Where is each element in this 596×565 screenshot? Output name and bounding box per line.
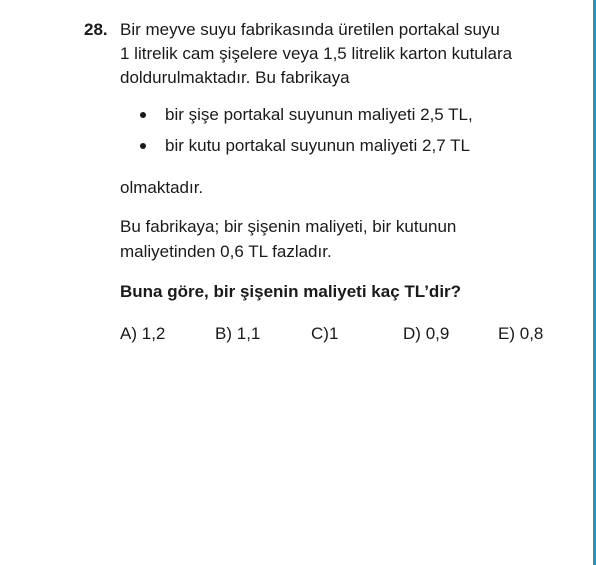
choice-value: 1 (328, 324, 339, 343)
bullet-text: bir kutu portakal suyunun maliyeti 2,7 TL (165, 136, 470, 155)
stem-line: 1 litrelik cam şişelere veya 1,5 litrelik karton kutulara (120, 44, 513, 63)
bullet-item (138, 103, 473, 134)
bullet-dot-icon (140, 143, 146, 149)
info-line: Bu fabrikaya; bir şişenin maliyeti, bir kutunun (120, 217, 457, 236)
choice-label: B) (215, 324, 232, 343)
choice-label: D) (403, 324, 421, 343)
question-number: 28. (84, 20, 108, 39)
question-prompt: Buna göre, bir şişenin maliyeti kaç TL’dir? (120, 282, 462, 301)
choice-value: 0,9 (425, 324, 450, 343)
choice-label: C) (311, 324, 329, 343)
bullet-list (138, 103, 473, 165)
choice-value: 0,8 (519, 324, 544, 343)
info-line: maliyetinden 0,6 TL fazladır. (120, 242, 332, 261)
choice-e[interactable] (498, 322, 543, 346)
bullet-item (138, 134, 473, 165)
choice-b[interactable] (215, 322, 260, 346)
choice-label: A) (120, 324, 137, 343)
bullet-dot-icon (140, 112, 146, 118)
bullet-text: bir şişe portakal suyunun maliyeti 2,5 TL, (165, 105, 473, 124)
choice-label: E) (498, 324, 515, 343)
stem-line: doldurulmaktadır. Bu fabrikaya (120, 68, 350, 87)
choice-a[interactable] (120, 322, 165, 346)
continuation-text: olmaktadır. (120, 178, 204, 197)
choice-value: 1,2 (141, 324, 166, 343)
question-stem (120, 18, 560, 90)
choice-c[interactable] (311, 322, 338, 346)
stem-line: Bir meyve suyu fabrikasında üretilen portakal suyu (120, 20, 500, 39)
choice-value: 1,1 (236, 324, 261, 343)
choice-d[interactable] (403, 322, 449, 346)
